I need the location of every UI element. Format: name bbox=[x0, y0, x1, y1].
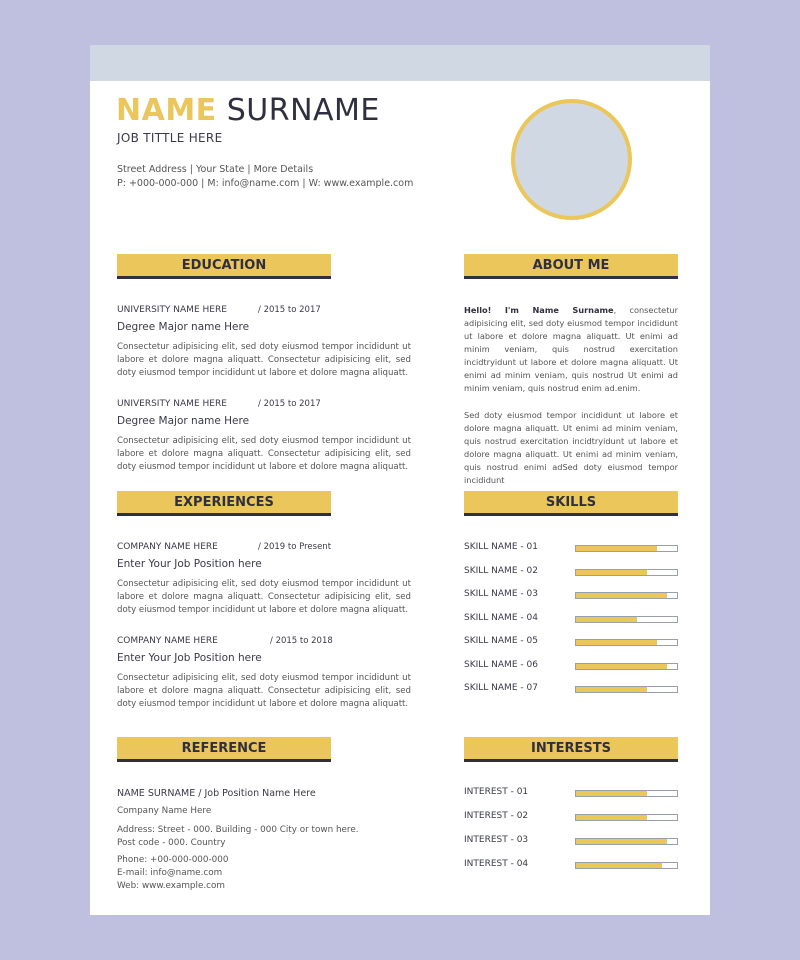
job-title: JOB TITTLE HERE bbox=[117, 131, 223, 145]
skill-bar-fill bbox=[576, 570, 647, 575]
skill-row bbox=[464, 660, 678, 672]
skill-bar-fill bbox=[576, 593, 667, 598]
first-name: NAME bbox=[116, 93, 217, 128]
contact-line: P: +000-000-000 | M: info@name.com | W: www.example.com bbox=[117, 178, 414, 189]
experience-company-2: COMPANY NAME HERE bbox=[117, 636, 218, 646]
skill-bar-track bbox=[575, 663, 678, 670]
full-name bbox=[116, 93, 380, 128]
experience-date-1: / 2019 to Present bbox=[258, 542, 332, 552]
experience-desc-1: Consectetur adipisicing elit, sed doty eiusmod tempor incididunt ut labore et dolore magna aliquatt. Consectetur adipisicing elit, sed doty eiusmod tempor incididunt ut labore et dolore magna aliquatt. bbox=[117, 579, 411, 615]
interest-row bbox=[464, 835, 678, 847]
interests-header: INTERESTS bbox=[464, 737, 678, 762]
interest-bar-fill bbox=[576, 815, 647, 820]
education-university-2: UNIVERSITY NAME HERE bbox=[117, 399, 227, 409]
skill-bar-track bbox=[575, 592, 678, 599]
experience-desc-2: Consectetur adipisicing elit, sed doty eiusmod tempor incididunt ut labore et dolore magna aliquatt. Consectetur adipisicing elit, sed doty eiusmod tempor incididunt ut labore et dolore magna aliquatt. bbox=[117, 673, 411, 709]
interest-bar-fill bbox=[576, 863, 662, 868]
skill-label: SKILL NAME - 04 bbox=[464, 612, 538, 623]
about-paragraph-2: Sed doty eiusmod tempor incididunt ut labore et dolore magna aliquatt. Ut enimi ad minim veniam, quis nostrud exercitation incidtryidunt ut labore et dolore magna aliquatt. Ut enimi ad minim veniam, quis nostrud enimi adSed doty eiusmod tempor incididunt bbox=[464, 410, 678, 485]
last-name: SURNAME bbox=[226, 93, 380, 128]
skill-bar-fill bbox=[576, 546, 657, 551]
education-desc-2: Consectetur adipisicing elit, sed doty eiusmod tempor incididunt ut labore et dolore magna aliquatt. Consectetur adipisicing elit, sed doty eiusmod tempor incididunt ut labore et dolore magna aliquatt. bbox=[117, 436, 411, 472]
skill-label: SKILL NAME - 01 bbox=[464, 542, 538, 552]
reference-name: NAME SURNAME / Job Position Name Here bbox=[117, 788, 316, 799]
reference-address: Address: Street - 000. Building - 000 City or town here. bbox=[117, 825, 359, 835]
skill-bar-fill bbox=[576, 664, 667, 669]
interest-bar-track bbox=[575, 862, 678, 869]
education-date-2: / 2015 to 2017 bbox=[258, 399, 321, 409]
interest-label: INTEREST - 01 bbox=[464, 787, 529, 797]
profile-photo bbox=[511, 99, 632, 220]
interest-label: INTEREST - 03 bbox=[464, 835, 529, 845]
interest-bar-track bbox=[575, 814, 678, 821]
skill-label: SKILL NAME - 07 bbox=[464, 683, 538, 693]
experience-company-1: COMPANY NAME HERE bbox=[117, 542, 218, 552]
interest-row bbox=[464, 811, 678, 823]
reference-email: E-mail: info@name.com bbox=[117, 868, 223, 878]
skill-row bbox=[464, 542, 678, 554]
skill-bar-track bbox=[575, 569, 678, 576]
skill-label: SKILL NAME - 03 bbox=[464, 589, 538, 599]
education-university-1: UNIVERSITY NAME HERE bbox=[117, 305, 227, 315]
interest-bar-track bbox=[575, 790, 678, 797]
skill-bar-fill bbox=[576, 687, 647, 692]
skill-row bbox=[464, 589, 678, 601]
top-banner bbox=[90, 45, 710, 81]
resume-page bbox=[90, 45, 710, 915]
interest-row bbox=[464, 787, 678, 799]
skill-label: SKILL NAME - 02 bbox=[464, 565, 538, 576]
reference-web: Web: www.example.com bbox=[117, 881, 225, 891]
skill-row bbox=[464, 613, 678, 625]
skills-header: SKILLS bbox=[464, 491, 678, 516]
interest-bar-track bbox=[575, 838, 678, 845]
skill-label: SKILL NAME - 05 bbox=[464, 636, 538, 646]
experiences-header: EXPERIENCES bbox=[117, 491, 331, 516]
interest-bar-fill bbox=[576, 839, 667, 844]
reference-header: REFERENCE bbox=[117, 737, 331, 762]
skill-bar-track bbox=[575, 616, 678, 623]
about-header: ABOUT ME bbox=[464, 254, 678, 279]
education-date-1: / 2015 to 2017 bbox=[258, 305, 321, 315]
skill-bar-fill bbox=[576, 640, 657, 645]
experience-position-1: Enter Your Job Position here bbox=[117, 558, 262, 570]
experience-date-2: / 2015 to 2018 bbox=[270, 636, 333, 646]
education-degree-1: Degree Major name Here bbox=[117, 321, 250, 333]
skill-row bbox=[464, 566, 678, 578]
address-line: Street Address | Your State | More Details bbox=[117, 164, 314, 175]
skill-bar-track bbox=[575, 639, 678, 646]
skill-bar-fill bbox=[576, 617, 637, 622]
reference-phone: Phone: +00-000-000-000 bbox=[117, 855, 229, 865]
skill-bar-track bbox=[575, 686, 678, 693]
reference-company: Company Name Here bbox=[117, 806, 212, 816]
skill-row bbox=[464, 636, 678, 648]
interest-bar-fill bbox=[576, 791, 647, 796]
experience-position-2: Enter Your Job Position here bbox=[117, 652, 262, 664]
education-header: EDUCATION bbox=[117, 254, 331, 279]
skill-bar-track bbox=[575, 545, 678, 552]
interest-label: INTEREST - 04 bbox=[464, 859, 529, 869]
skill-row bbox=[464, 683, 678, 695]
education-degree-2: Degree Major name Here bbox=[117, 415, 250, 427]
education-desc-1: Consectetur adipisicing elit, sed doty eiusmod tempor incididunt ut labore et dolore magna aliquatt. Consectetur adipisicing elit, sed doty eiusmod tempor incididunt ut labore et dolore magna aliquatt. bbox=[117, 342, 411, 378]
interest-label: INTEREST - 02 bbox=[464, 811, 529, 821]
about-greeting: Hello! I'm Name Surname bbox=[464, 305, 614, 315]
interest-row bbox=[464, 859, 678, 871]
about-paragraph-1 bbox=[464, 304, 678, 395]
about-paragraph-1-text: , consectetur adipisicing elit, sed doty eiusmod tempor incididunt ut labore et dolore magna aliquatt. Ut enimi ad minim veniam, quis nostrud exercitation incidtryidunt ut labore et dolore magna aliquatt. Ut enimi ad minim veniam, quis nostrud Ut enimi ad minim veniam, quis nostrud enim ad.enim. bbox=[464, 305, 678, 393]
skill-label: SKILL NAME - 06 bbox=[464, 659, 538, 670]
reference-postcode: Post code - 000. Country bbox=[117, 838, 226, 848]
